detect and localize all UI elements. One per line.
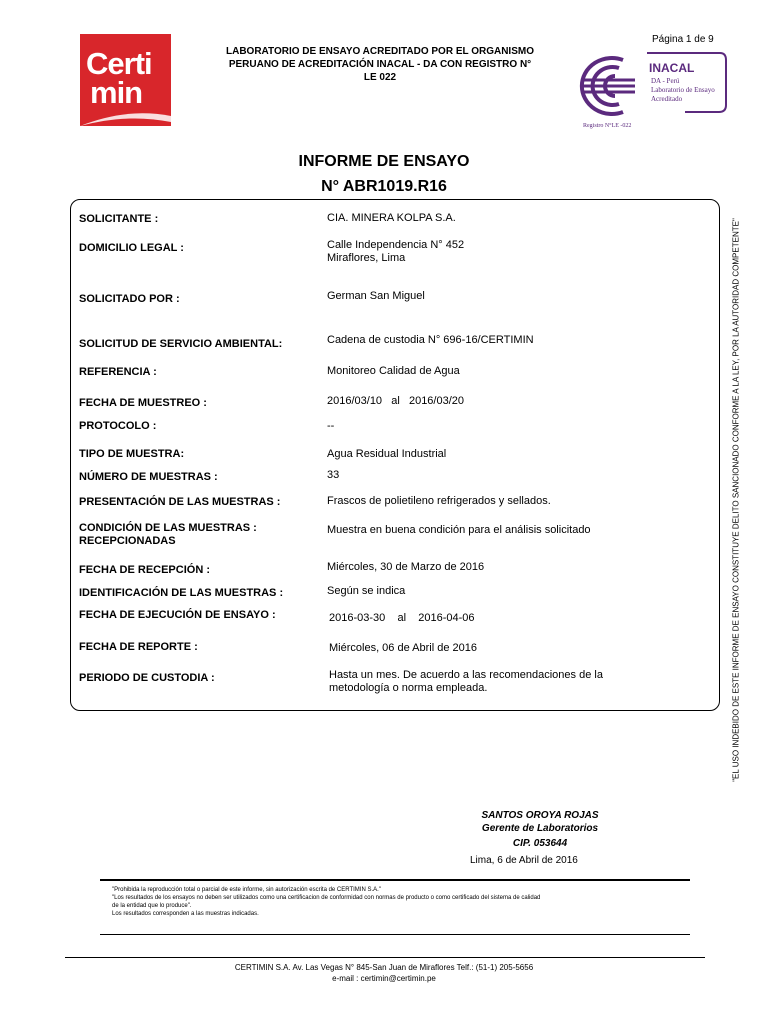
field-label-protocolo: PROTOCOLO : [79, 420, 157, 432]
inacal-subtitle [651, 77, 715, 104]
inacal-sub-line3: Acreditado [651, 95, 683, 103]
field-value-solicitado-por: German San Miguel [327, 290, 425, 302]
footer-divider [65, 957, 705, 958]
legal-warning-text: "EL USO INDEBIDO DE ESTE INFORME DE ENSAYO CONSTITUYE DELITO SANCIONADO CONFORME A LA LEY, POR LA AUTORIDAD COMPETENTE" [731, 218, 741, 782]
field-value-presentacion: Frascos de polietileno refrigerados y sellados. [327, 495, 551, 507]
field-label-solicitud: SOLICITUD DE SERVICIO AMBIENTAL: [79, 338, 283, 350]
lab-accreditation-title: LABORATORIO DE ENSAYO ACREDITADO POR EL ORGANISMO PERUANO DE ACREDITACIÓN INACAL - DA CON REGISTRO N° LE 022 [226, 46, 534, 83]
certimin-logo [80, 34, 171, 126]
legal-warning-vertical [726, 200, 746, 800]
disclaimer-line-2: "Los resultados de los ensayos no deben ser utilizados como una certificacion de conformidad con normas de producto o como certificado del sistema de calidad [112, 895, 541, 901]
footer-email: e-mail : certimin@certimin.pe [332, 974, 436, 983]
field-label-condicion-1: CONDICIÓN DE LAS MUESTRAS : [79, 522, 257, 534]
disclaimer-line-4: Los resultados corresponden a las muestras indicadas. [112, 911, 259, 917]
field-value-fecha-ejecucion: 2016-03-30 al 2016-04-06 [329, 612, 475, 624]
field-label-solicitado-por: SOLICITADO POR : [79, 293, 180, 305]
field-label-fecha-reporte: FECHA DE REPORTE : [79, 641, 198, 653]
signer-cip: CIP. 053644 [512, 838, 568, 849]
inacal-name: INACAL [649, 61, 695, 75]
field-label-numero-muestras: NÚMERO DE MUESTRAS : [79, 471, 218, 483]
field-value-periodo-custodia-1: Hasta un mes. De acuerdo a las recomendaciones de la [329, 669, 603, 681]
field-value-fecha-reporte: Miércoles, 06 de Abril de 2016 [329, 642, 477, 654]
signer-title: Gerente de Laboratorios [481, 823, 599, 834]
signature-place-date: Lima, 6 de Abril de 2016 [470, 855, 578, 866]
field-value-domicilio-1: Calle Independencia N° 452 [327, 239, 465, 251]
field-value-identificacion: Según se indica [327, 585, 406, 597]
inacal-registry: Registro N°LE -022 [583, 123, 632, 129]
field-label-domicilio: DOMICILIO LEGAL : [79, 242, 184, 254]
inacal-sub-line2: Laboratorio de Ensayo [651, 86, 715, 94]
field-label-presentacion: PRESENTACIÓN DE LAS MUESTRAS : [79, 496, 281, 508]
logo-text-line2: min [90, 75, 143, 110]
disclaimer-line-1: "Prohibida la reproducción total o parcial de este informe, sin autorización escrita de CERTIMIN S.A." [112, 887, 381, 893]
disclaimer [112, 886, 682, 918]
report-number: N° ABR1019.R16 [321, 178, 447, 195]
field-value-tipo-muestra: Agua Residual Industrial [327, 448, 447, 460]
footer-address: CERTIMIN S.A. Av. Las Vegas N° 845-San Juan de Miraflores Telf.: (51-1) 205-5656 [234, 963, 534, 972]
field-label-referencia: REFERENCIA : [79, 366, 157, 378]
page-number: Página 1 de 9 [652, 34, 714, 45]
field-value-condicion: Muestra en buena condición para el análisis solicitado [327, 524, 591, 536]
field-value-referencia: Monitoreo Calidad de Agua [327, 365, 460, 377]
report-title: INFORME DE ENSAYO [298, 153, 470, 170]
field-value-numero-muestras: 33 [327, 469, 340, 481]
divider [100, 879, 690, 881]
field-label-periodo-custodia: PERIODO DE CUSTODIA : [79, 672, 215, 684]
field-value-fecha-muestreo: 2016/03/10 al 2016/03/20 [327, 395, 465, 407]
field-value-periodo-custodia-2: metodología o norma empleada. [329, 682, 488, 694]
field-label-condicion-2: RECEPCIONADAS [79, 535, 176, 547]
logo-text-line1: Certi [86, 46, 152, 81]
inacal-sub-line1: DA - Perú [651, 77, 680, 85]
field-value-protocolo: -- [327, 420, 335, 432]
field-value-solicitud: Cadena de custodia N° 696-16/CERTIMIN [327, 334, 534, 346]
disclaimer-line-3: de la entidad que lo produce". [112, 903, 192, 909]
field-value-domicilio-2: Miraflores, Lima [327, 252, 406, 264]
field-label-fecha-ejecucion: FECHA DE EJECUCIÓN DE ENSAYO : [79, 609, 276, 621]
signer-name: SANTOS OROYA ROJAS [481, 810, 599, 821]
field-label-identificacion: IDENTIFICACIÓN DE LAS MUESTRAS : [79, 587, 284, 599]
field-label-fecha-recepcion: FECHA DE RECEPCIÓN : [79, 564, 210, 576]
divider [100, 934, 690, 935]
field-label-fecha-muestreo: FECHA DE MUESTREO : [79, 397, 207, 409]
logo-swoosh-icon [80, 96, 171, 126]
field-label-tipo-muestra: TIPO DE MUESTRA: [79, 448, 185, 460]
field-value-fecha-recepcion: Miércoles, 30 de Marzo de 2016 [327, 561, 485, 573]
field-label-solicitante: SOLICITANTE : [79, 213, 159, 225]
field-value-solicitante: CIA. MINERA KOLPA S.A. [327, 212, 456, 224]
